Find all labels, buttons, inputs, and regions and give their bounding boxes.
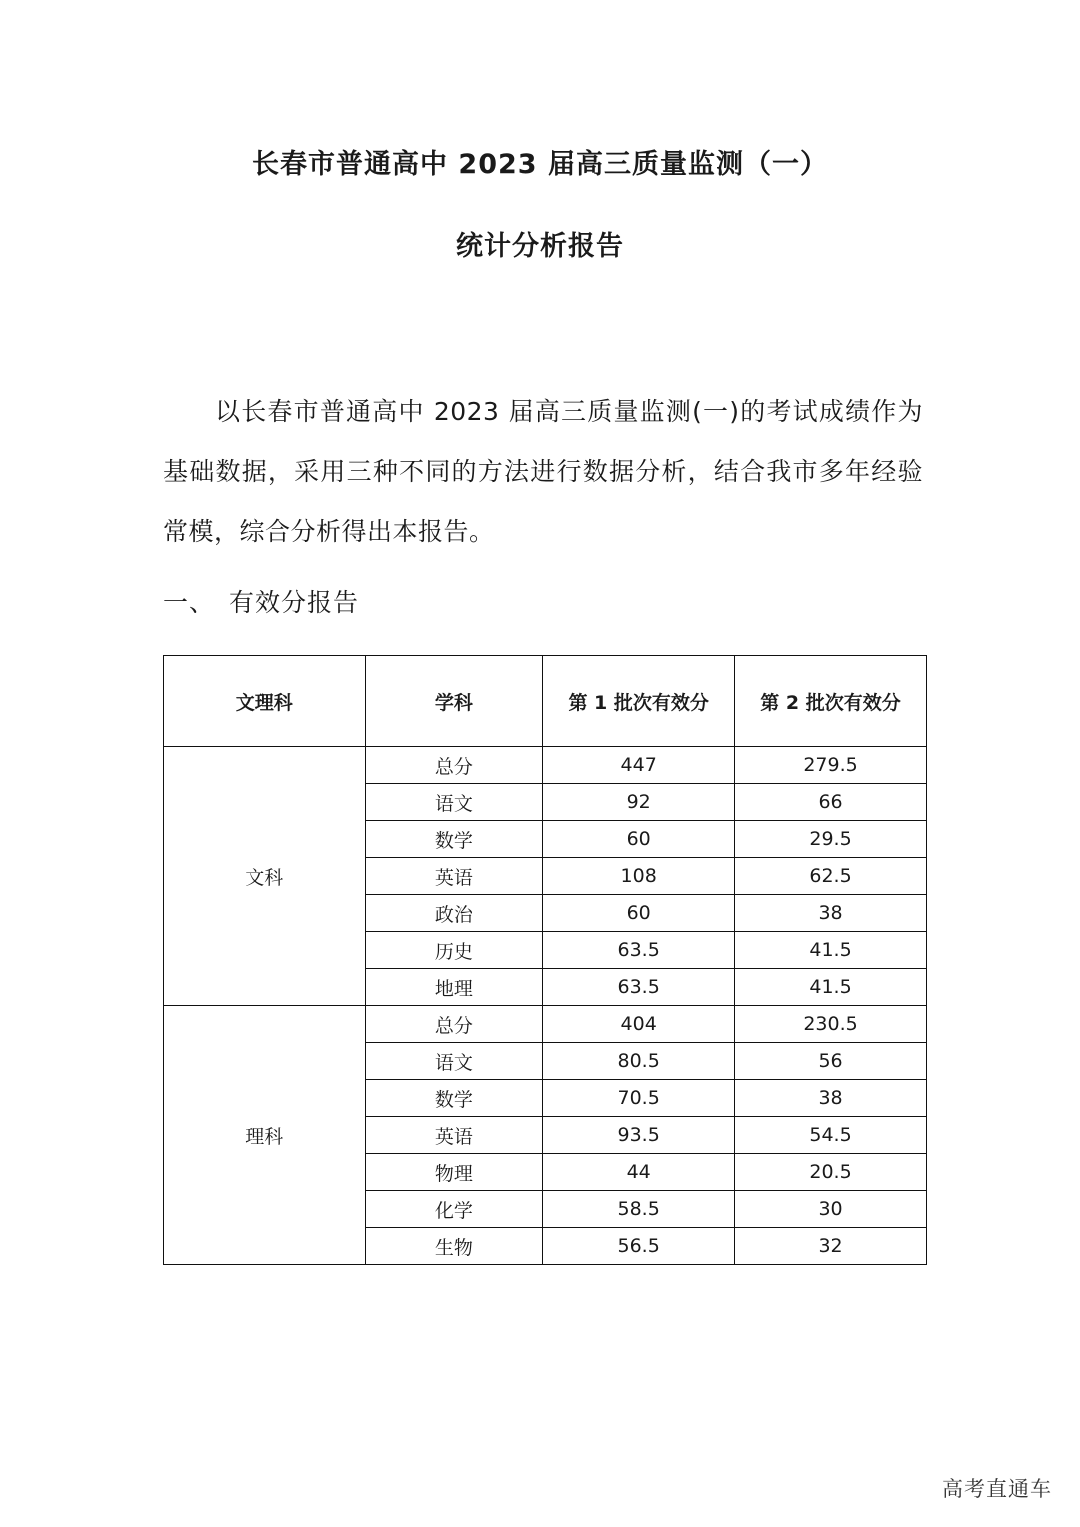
subject-cell: 政治: [365, 895, 543, 932]
subject-cell: 英语: [365, 1117, 543, 1154]
batch2-cell: 54.5: [735, 1117, 927, 1154]
batch2-cell: 32: [735, 1228, 927, 1265]
batch2-cell: 20.5: [735, 1154, 927, 1191]
subject-cell: 物理: [365, 1154, 543, 1191]
batch1-cell: 447: [543, 747, 735, 784]
section-title: 有效分报告: [229, 588, 360, 617]
batch2-cell: 230.5: [735, 1006, 927, 1043]
batch1-cell: 44: [543, 1154, 735, 1191]
table-header-row: [164, 656, 927, 747]
batch2-cell: 38: [735, 895, 927, 932]
batch1-cell: 404: [543, 1006, 735, 1043]
batch2-cell: 41.5: [735, 969, 927, 1006]
watermark: 高考直通车: [942, 1477, 1052, 1501]
subject-cell: 地理: [365, 969, 543, 1006]
subject-cell: 数学: [365, 821, 543, 858]
batch1-cell: 108: [543, 858, 735, 895]
batch2-cell: 56: [735, 1043, 927, 1080]
batch1-cell: 58.5: [543, 1191, 735, 1228]
batch2-cell: 29.5: [735, 821, 927, 858]
batch1-cell: 70.5: [543, 1080, 735, 1117]
batch1-cell: 92: [543, 784, 735, 821]
subject-cell: 总分: [365, 747, 543, 784]
subject-cell: 英语: [365, 858, 543, 895]
batch2-cell: 41.5: [735, 932, 927, 969]
category-cell: 理科: [164, 1006, 366, 1265]
batch2-cell: 279.5: [735, 747, 927, 784]
batch1-cell: 56.5: [543, 1228, 735, 1265]
batch1-cell: 60: [543, 821, 735, 858]
intro-paragraph: 以长春市普通高中 2023 届高三质量监测(一)的考试成绩作为基础数据，采用三种不同的方法进行数据分析，结合我市多年经验常模，综合分析得出本报告。: [163, 397, 923, 546]
batch2-cell: 66: [735, 784, 927, 821]
table-row: [164, 747, 927, 784]
batch1-cell: 80.5: [543, 1043, 735, 1080]
batch2-cell: 30: [735, 1191, 927, 1228]
subject-cell: 总分: [365, 1006, 543, 1043]
subject-cell: 语文: [365, 1043, 543, 1080]
category-cell: 文科: [164, 747, 366, 1006]
document-subtitle: 统计分析报告: [456, 231, 624, 262]
section-heading: [163, 583, 359, 619]
header-cell-category: 文理科: [164, 656, 366, 747]
batch1-cell: 93.5: [543, 1117, 735, 1154]
subject-cell: 化学: [365, 1191, 543, 1228]
batch2-cell: 62.5: [735, 858, 927, 895]
batch2-cell: 38: [735, 1080, 927, 1117]
table-row: [164, 1006, 927, 1043]
header-cell-batch1: 第 1 批次有效分: [543, 656, 735, 747]
document-title: 长春市普通高中 2023 届高三质量监测（一）: [252, 149, 828, 180]
subject-cell: 历史: [365, 932, 543, 969]
subject-cell: 生物: [365, 1228, 543, 1265]
batch1-cell: 60: [543, 895, 735, 932]
header-cell-batch2: 第 2 批次有效分: [735, 656, 927, 747]
batch1-cell: 63.5: [543, 969, 735, 1006]
header-cell-subject: 学科: [365, 656, 543, 747]
batch1-cell: 63.5: [543, 932, 735, 969]
table-body: [164, 747, 927, 1265]
subject-cell: 数学: [365, 1080, 543, 1117]
valid-score-table: [163, 655, 927, 1265]
subject-cell: 语文: [365, 784, 543, 821]
section-number: 一、: [163, 588, 216, 617]
